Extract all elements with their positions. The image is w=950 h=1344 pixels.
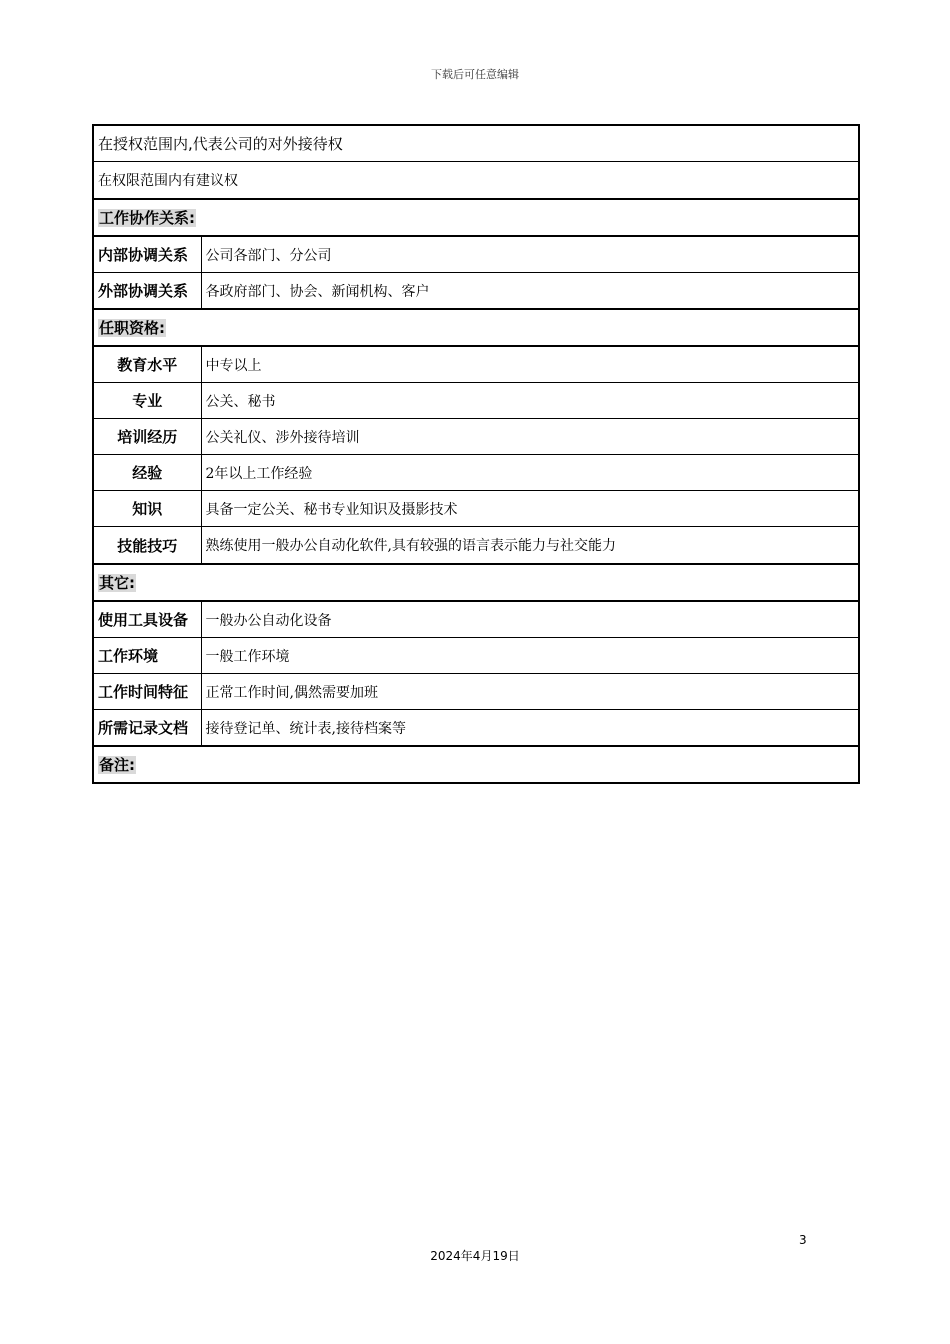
table-row bbox=[93, 346, 859, 383]
row-label: 教育水平 bbox=[93, 346, 201, 383]
row-value: 一般办公自动化设备 bbox=[201, 601, 859, 638]
row-label: 所需记录文档 bbox=[93, 710, 201, 747]
row-label: 知识 bbox=[93, 491, 201, 527]
header-note: 下载后可任意编辑 bbox=[431, 68, 519, 81]
row-label: 内部协调关系 bbox=[93, 236, 201, 273]
table-row bbox=[93, 527, 859, 565]
section-header-cooperation bbox=[93, 199, 859, 236]
page-number: 3 bbox=[799, 1233, 807, 1247]
authority-row bbox=[93, 162, 859, 200]
authority-row bbox=[93, 125, 859, 162]
section-header-qualifications bbox=[93, 309, 859, 346]
table-row bbox=[93, 419, 859, 455]
table-row bbox=[93, 601, 859, 638]
row-label: 工作环境 bbox=[93, 638, 201, 674]
table-row bbox=[93, 491, 859, 527]
row-value: 一般工作环境 bbox=[201, 638, 859, 674]
footer-date: 2024年4月19日 bbox=[430, 1249, 520, 1263]
row-label: 培训经历 bbox=[93, 419, 201, 455]
section-title: 其它: bbox=[99, 574, 135, 592]
table-row bbox=[93, 236, 859, 273]
row-value: 中专以上 bbox=[201, 346, 859, 383]
section-title: 工作协作关系: bbox=[99, 209, 195, 227]
table-row bbox=[93, 273, 859, 310]
row-value: 各政府部门、协会、新闻机构、客户 bbox=[201, 273, 859, 310]
row-label: 使用工具设备 bbox=[93, 601, 201, 638]
row-value: 2年以上工作经验 bbox=[201, 455, 859, 491]
section-title: 任职资格: bbox=[99, 319, 165, 337]
row-value: 熟练使用一般办公自动化软件,具有较强的语言表示能力与社交能力 bbox=[201, 527, 859, 565]
job-description-table bbox=[92, 124, 860, 784]
row-value: 接待登记单、统计表,接待档案等 bbox=[201, 710, 859, 747]
table-row bbox=[93, 710, 859, 747]
row-label: 工作时间特征 bbox=[93, 674, 201, 710]
table-row bbox=[93, 383, 859, 419]
row-value: 正常工作时间,偶然需要加班 bbox=[201, 674, 859, 710]
section-header-remarks bbox=[93, 746, 859, 783]
row-label: 专业 bbox=[93, 383, 201, 419]
table-row bbox=[93, 455, 859, 491]
section-title: 备注: bbox=[99, 756, 135, 774]
row-value: 公关、秘书 bbox=[201, 383, 859, 419]
row-label: 外部协调关系 bbox=[93, 273, 201, 310]
authority-text: 在权限范围内有建议权 bbox=[93, 162, 859, 200]
section-header-other bbox=[93, 564, 859, 601]
row-label: 经验 bbox=[93, 455, 201, 491]
row-value: 具备一定公关、秘书专业知识及摄影技术 bbox=[201, 491, 859, 527]
authority-text: 在授权范围内,代表公司的对外接待权 bbox=[93, 125, 859, 162]
row-label: 技能技巧 bbox=[93, 527, 201, 565]
table-row bbox=[93, 638, 859, 674]
row-value: 公司各部门、分公司 bbox=[201, 236, 859, 273]
row-value: 公关礼仪、涉外接待培训 bbox=[201, 419, 859, 455]
table-row bbox=[93, 674, 859, 710]
